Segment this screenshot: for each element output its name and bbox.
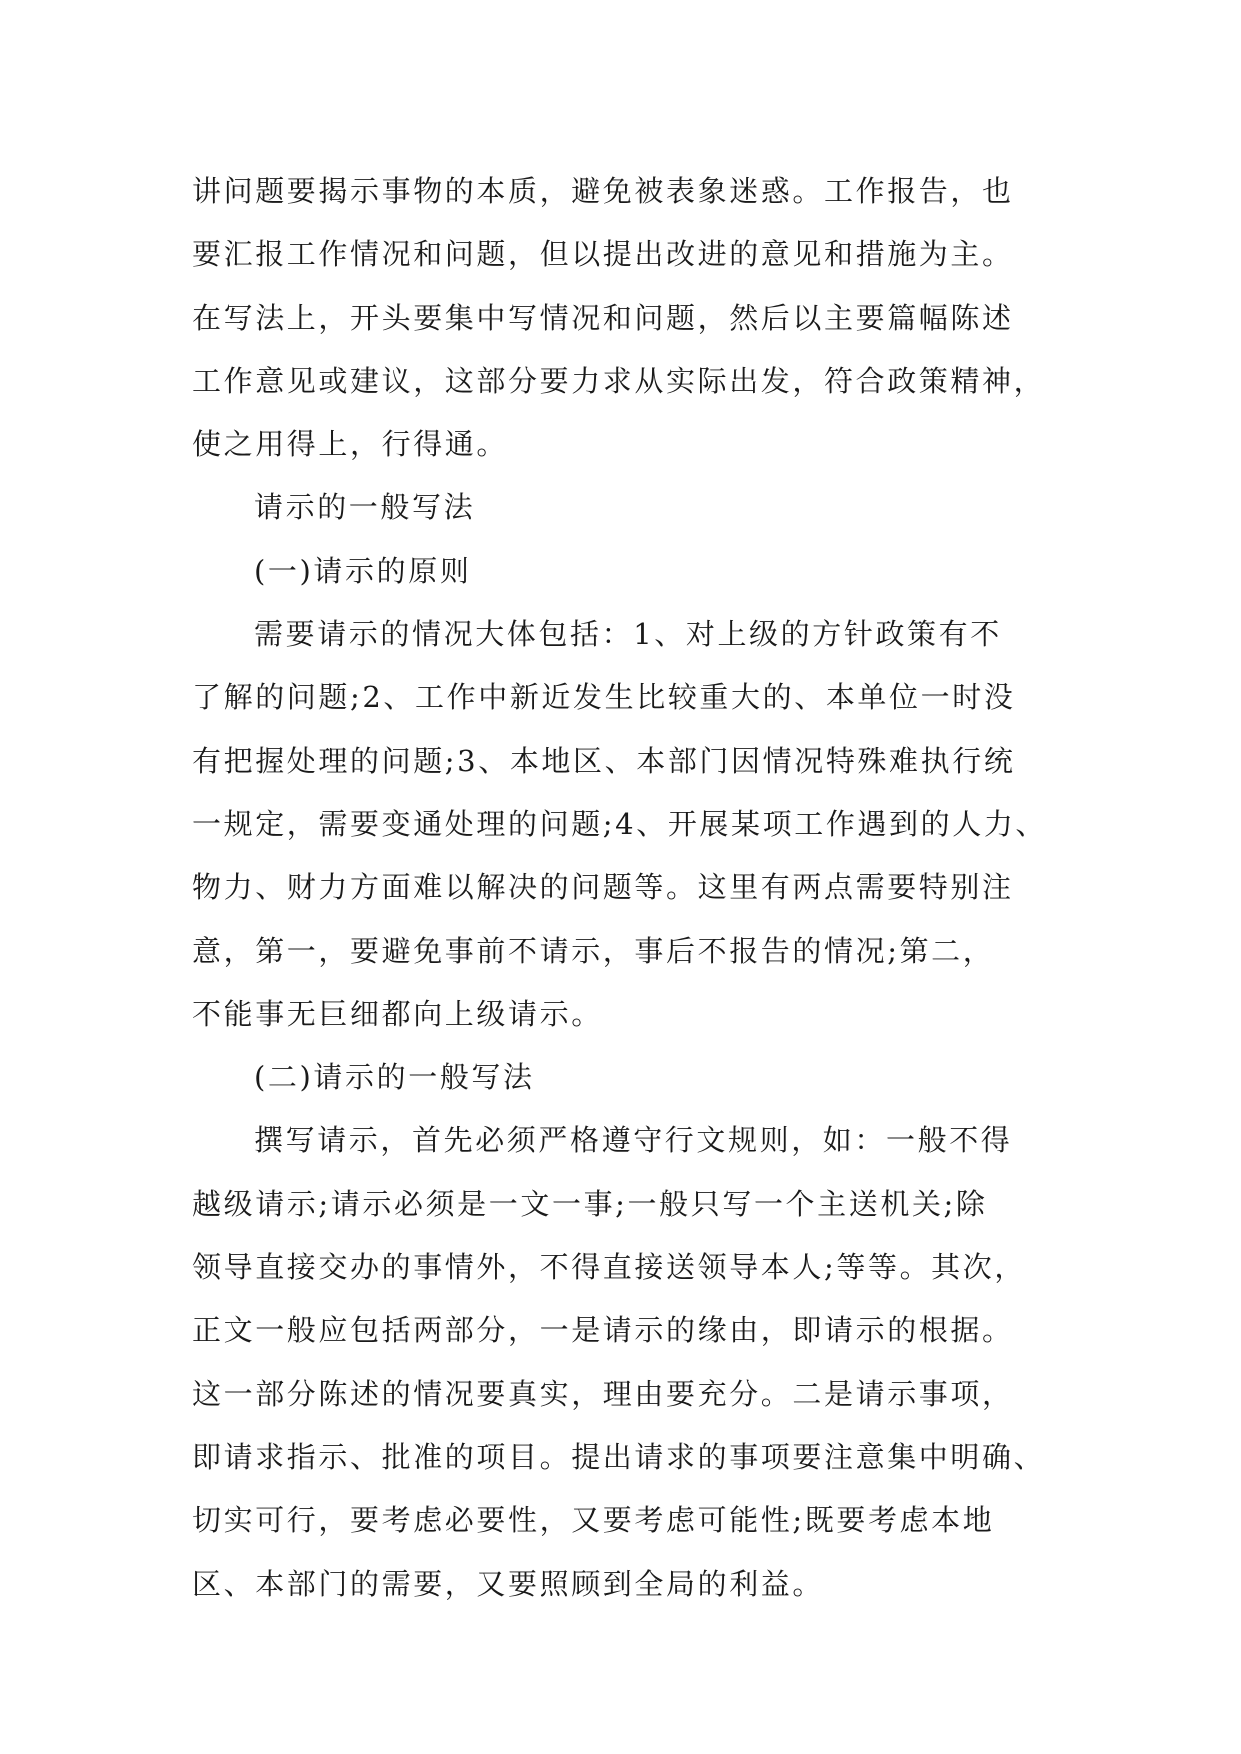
body-line: 要汇报工作情况和问题，但以提出改进的意见和措施为主。 [192,237,1014,272]
body-line: 切实可行，要考虑必要性，又要考虑可能性;既要考虑本地 [192,1503,995,1538]
subsection-heading: (一)请示的原则 [254,553,472,588]
body-line: 越级请示;请示必须是一文一事;一般只写一个主送机关;除 [192,1186,988,1221]
section-heading: 请示的一般写法 [254,490,476,525]
body-line: 有把握处理的问题;3、本地区、本部门因情况特殊难执行统 [192,743,1016,778]
body-line: 区、本部门的需要，又要照顾到全局的利益。 [192,1566,825,1601]
body-line: 这一部分陈述的情况要真实，理由要充分。二是请示事项， [192,1376,1014,1411]
body-line: 一规定，需要变通处理的问题;4、开展某项工作遇到的人力、 [192,806,1048,841]
body-line: 了解的问题;2、工作中新近发生比较重大的、本单位一时没 [192,680,1016,715]
paragraph-first-line: 需要请示的情况大体包括：1、对上级的方针政策有不 [254,617,1002,652]
body-line: 领导直接交办的事情外，不得直接送领导本人;等等。其次， [192,1250,1026,1285]
body-line: 工作意见或建议，这部分要力求从实际出发，符合政策精神， [192,363,1046,398]
subsection-heading: (二)请示的一般写法 [254,1060,535,1095]
body-line: 正文一般应包括两部分，一是请示的缘由，即请示的根据。 [192,1313,1014,1348]
document-body [192,160,1072,1616]
body-line: 物力、财力方面难以解决的问题等。这里有两点需要特别注 [192,870,1014,905]
body-line: 使之用得上，行得通。 [192,427,509,462]
body-line: 即请求指示、批准的项目。提出请求的事项要注意集中明确、 [192,1439,1046,1474]
paragraph-first-line: 撰写请示，首先必须严格遵守行文规则，如：一般不得 [254,1123,1013,1158]
body-line: 在写法上，开头要集中写情况和问题，然后以主要篇幅陈述 [192,300,1014,335]
body-line: 讲问题要揭示事物的本质，避免被表象迷惑。工作报告，也 [192,174,1014,208]
body-line: 不能事无巨细都向上级请示。 [192,996,603,1031]
body-line: 意，第一，要避免事前不请示，事后不报告的情况;第二， [192,933,995,968]
